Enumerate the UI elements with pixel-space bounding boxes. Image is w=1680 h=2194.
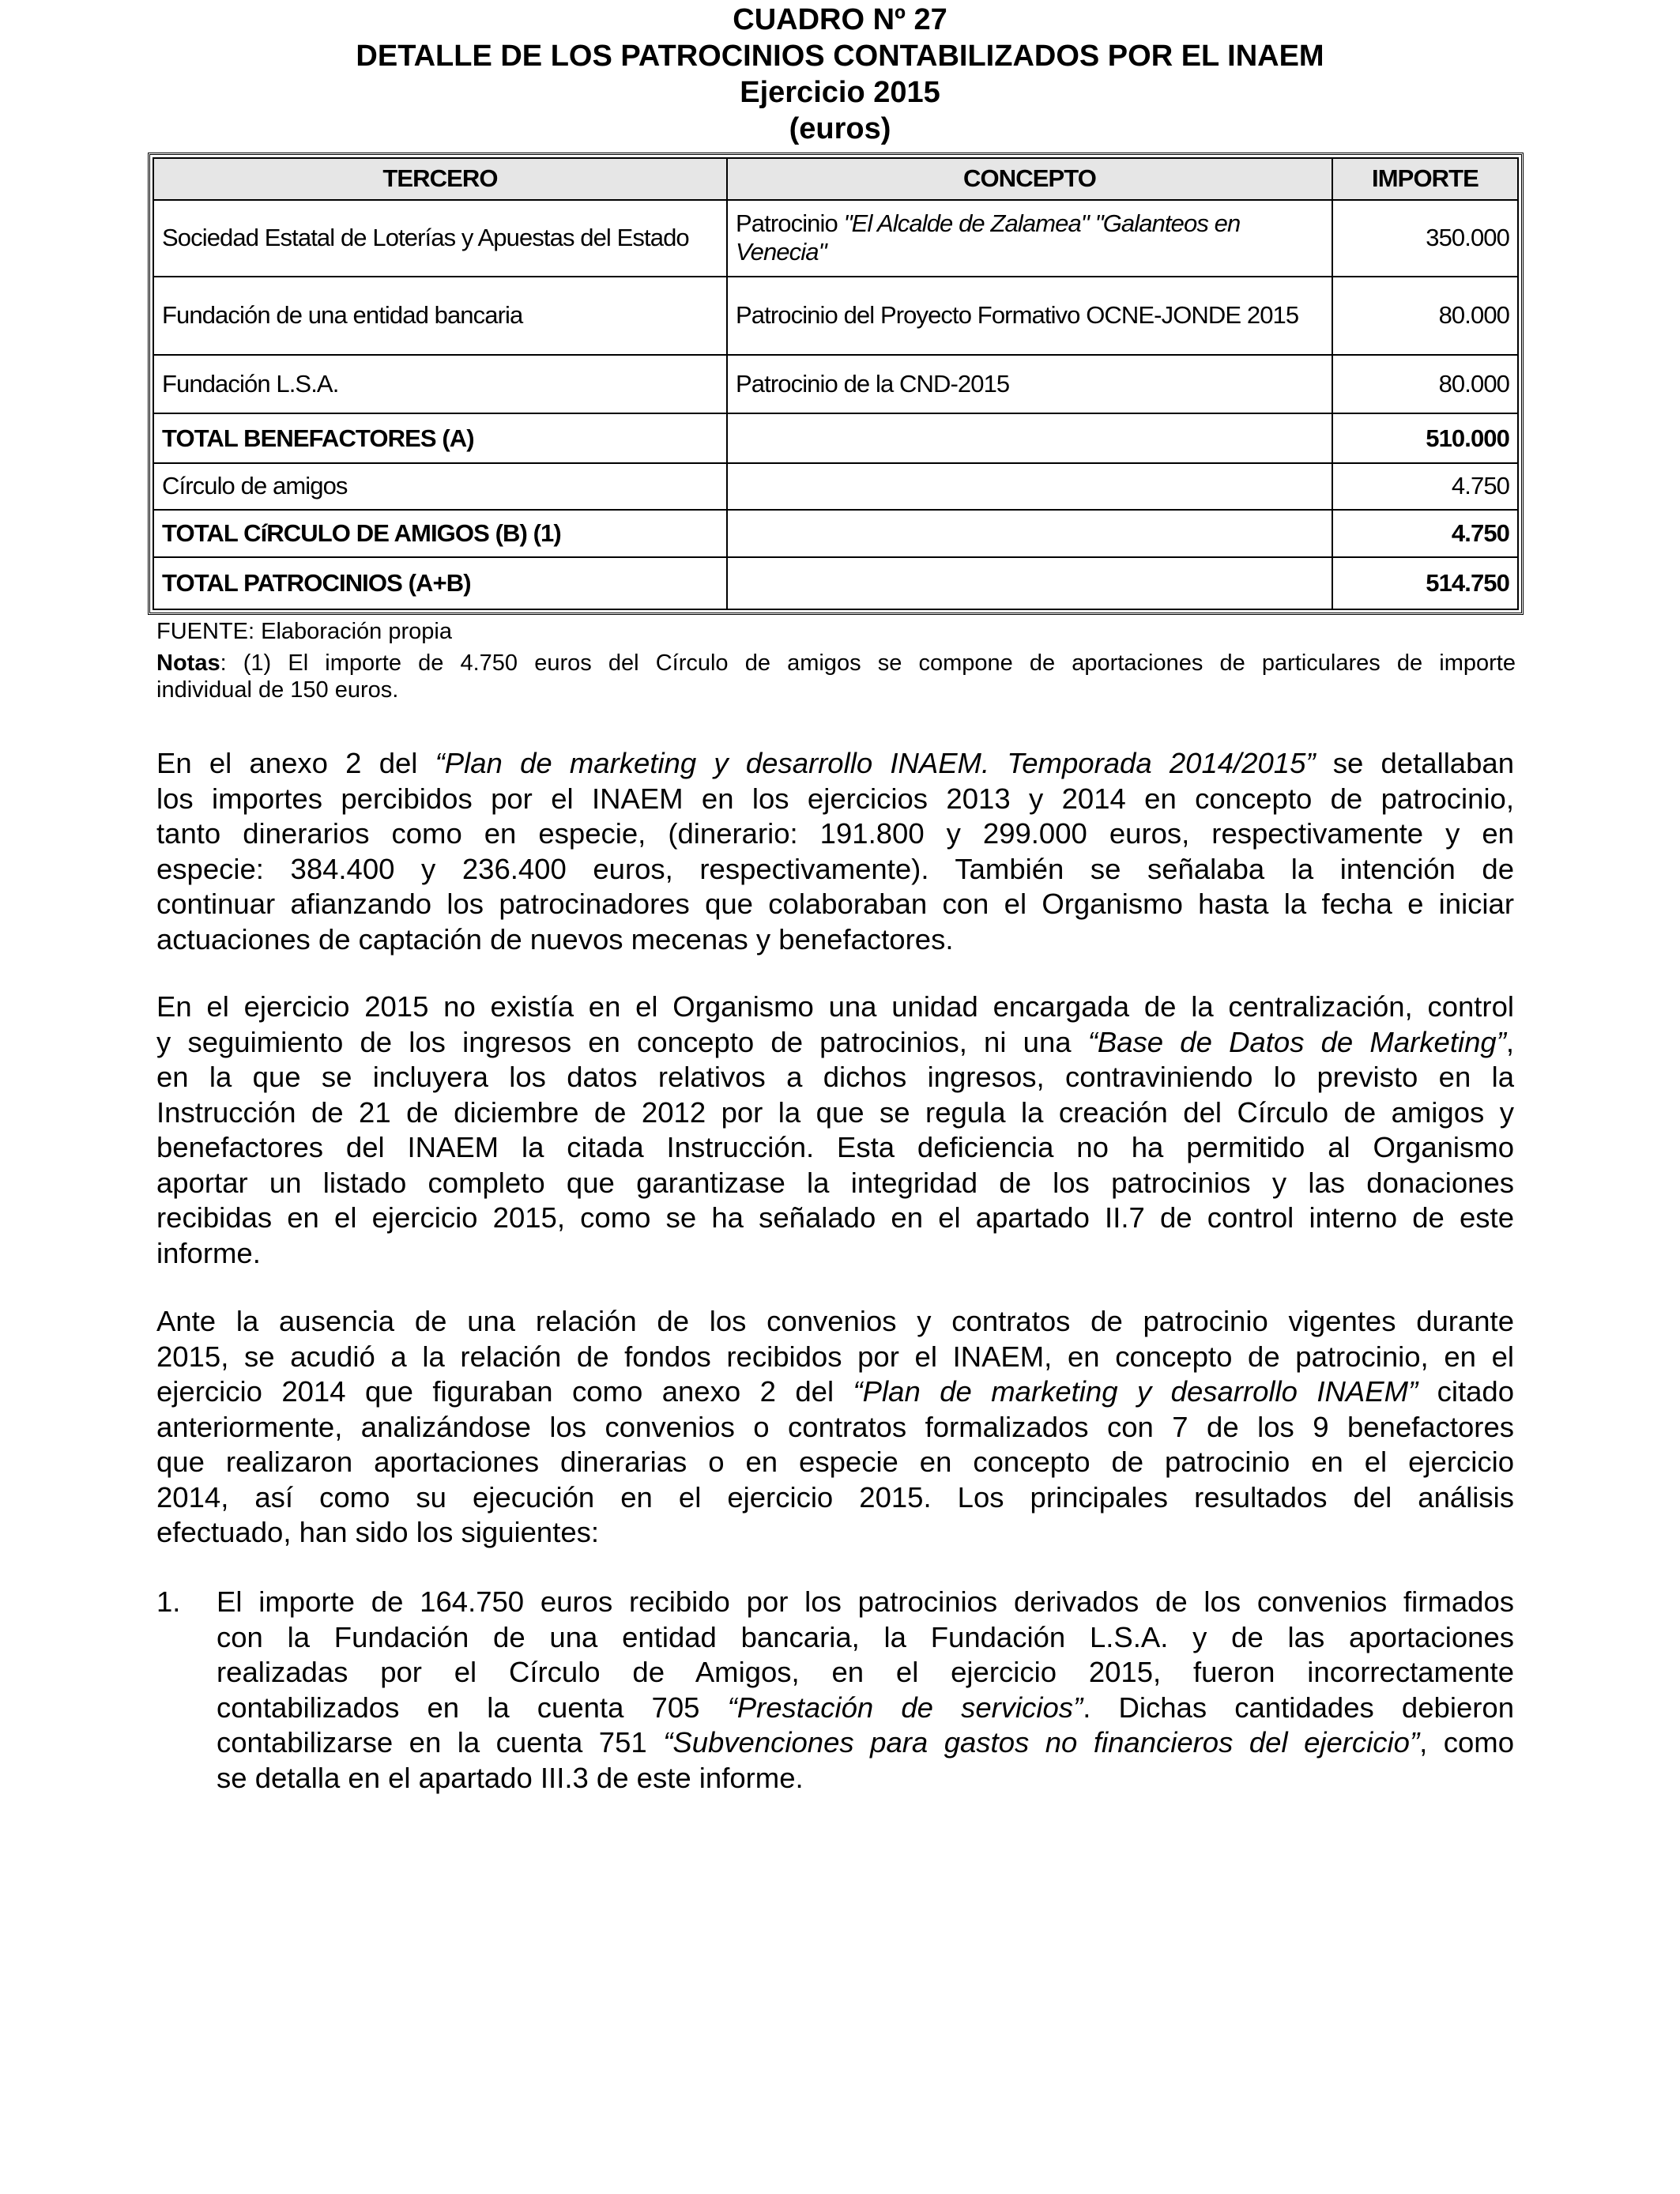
list-item-number: 1. <box>156 1585 181 1618</box>
cell-tercero: TOTAL PATROCINIOS (A+B) <box>153 557 727 609</box>
paragraph-line: benefactores del INAEM la citada Instrucción. Esta deficiencia no ha permitido al Organismo <box>156 1131 1514 1163</box>
paragraph-line: continuar afianzando los patrocinadores que colaboraban con el Organismo hasta la fecha e iniciar <box>156 888 1514 920</box>
cell-concepto <box>727 200 1332 277</box>
cell-importe: 350.000 <box>1332 200 1518 277</box>
table-header-row <box>153 158 1518 200</box>
cell-tercero: Fundación L.S.A. <box>153 355 727 414</box>
italic-title: “Plan de marketing y desarrollo INAEM. Temporada 2014/2015” <box>435 747 1316 779</box>
text-run: se detallaban <box>1315 747 1515 779</box>
paragraph-line <box>156 746 1514 782</box>
paragraph-line: El importe de 164.750 euros recibido por los patrocinios derivados de los convenios firmados <box>217 1585 1514 1618</box>
paragraph-line: En el ejercicio 2015 no existía en el Organismo una unidad encargada de la centralización, control <box>156 990 1514 1023</box>
header-concepto: CONCEPTO <box>727 158 1332 200</box>
paragraph-line: especie: 384.400 y 236.400 euros, respectivamente). También se señalaba la intención de <box>156 852 1514 885</box>
cell-importe: 4.750 <box>1332 463 1518 510</box>
paragraph-line: se detalla en el apartado III.3 de este informe. <box>217 1761 804 1794</box>
paragraph-line <box>217 1725 1514 1761</box>
table-row <box>153 355 1518 414</box>
cell-importe: 4.750 <box>1332 510 1518 558</box>
cell-concepto: Patrocinio de la CND-2015 <box>727 355 1332 414</box>
table-source: FUENTE: Elaboración propia <box>156 619 452 644</box>
paragraph-anexo-2 <box>156 746 1514 957</box>
cell-tercero: TOTAL CíRCULO DE AMIGOS (B) (1) <box>153 510 727 558</box>
text-run: En el anexo 2 del <box>156 747 435 779</box>
notes-line-1 <box>156 650 1516 677</box>
paragraph-line: tanto dinerarios como en especie, (dinerario: 191.800 y 299.000 euros, respectivamente y en <box>156 817 1514 850</box>
table-heading <box>0 2 1680 147</box>
header-importe: IMPORTE <box>1332 158 1518 200</box>
italic-title: “Base de Datos de Marketing” <box>1087 1025 1506 1058</box>
text-run: , <box>1505 1025 1514 1058</box>
table-row <box>153 200 1518 277</box>
cell-tercero: Fundación de una entidad bancaria <box>153 277 727 355</box>
concepto-prefix: Patrocinio <box>736 209 844 238</box>
paragraph-line: en la que se incluyera los datos relativos a dichos ingresos, contraviniendo lo previsto en la <box>156 1061 1514 1093</box>
table-row <box>153 277 1518 355</box>
paragraph-line: Ante la ausencia de una relación de los convenios y contratos de patrocinio vigentes durante <box>156 1305 1514 1337</box>
text-run: contabilizados en la cuenta 705 <box>217 1691 728 1724</box>
cell-tercero: TOTAL BENEFACTORES (A) <box>153 413 727 463</box>
sponsorship-table-frame <box>148 153 1524 615</box>
cell-importe: 514.750 <box>1332 557 1518 609</box>
notes-label: Notas <box>156 650 220 676</box>
cell-concepto <box>727 413 1332 463</box>
text-run: , como <box>1419 1726 1515 1759</box>
header-tercero: TERCERO <box>153 158 727 200</box>
paragraph-line: que realizaron aportaciones dinerarias o en especie en concepto de patrocinio en el ejercicio <box>156 1446 1514 1478</box>
cell-concepto <box>727 463 1332 510</box>
list-item-body <box>217 1585 1514 1796</box>
table-row <box>153 463 1518 510</box>
cell-importe: 510.000 <box>1332 413 1518 463</box>
cell-tercero: Círculo de amigos <box>153 463 727 510</box>
italic-title: “Prestación de servicios” <box>727 1691 1083 1724</box>
text-run: ejercicio 2014 que figuraban como anexo 2 del <box>156 1375 853 1408</box>
paragraph-line: 2015, se acudió a la relación de fondos recibidos por el INAEM, en concepto de patrocinio, en el <box>156 1340 1514 1373</box>
paragraph-line: Instrucción de 21 de diciembre de 2012 por la que se regula la creación del Círculo de amigos y <box>156 1095 1514 1129</box>
text-run: . Dichas cantidades debieron <box>1083 1691 1514 1724</box>
table-row-total-circulo <box>153 510 1518 558</box>
cell-concepto <box>727 510 1332 558</box>
heading-units: (euros) <box>789 112 891 145</box>
text-run: contabilizarse en la cuenta 751 <box>217 1726 664 1759</box>
cell-tercero: Sociedad Estatal de Loterías y Apuestas del Estado <box>153 200 727 277</box>
paragraph-line <box>217 1691 1514 1726</box>
paragraph-line: los importes percibidos por el INAEM en los ejercicios 2013 y 2014 en concepto de patrocinio, <box>156 782 1514 815</box>
paragraph-line: informe. <box>156 1236 261 1269</box>
notes-line-2: individual de 150 euros. <box>156 677 399 703</box>
heading-title: DETALLE DE LOS PATROCINIOS CONTABILIZADOS POR EL INAEM <box>356 40 1324 73</box>
paragraph-line: recibidas en el ejercicio 2015, como se ha señalado en el apartado II.7 de control interno de este <box>156 1201 1514 1234</box>
paragraph-line: 2014, así como su ejecución en el ejercicio 2015. Los principales resultados del análisis <box>156 1480 1514 1514</box>
cell-importe: 80.000 <box>1332 277 1518 355</box>
table-notes <box>156 650 1516 703</box>
text-run: y seguimiento de los ingresos en concepto de patrocinios, ni una <box>156 1025 1088 1058</box>
notes-text: : (1) El importe de 4.750 euros del Círculo de amigos se compone de aportaciones de particulares de importe <box>220 650 1516 676</box>
italic-title: “Plan de marketing y desarrollo INAEM” <box>853 1375 1418 1408</box>
table-row-total-patrocinios <box>153 557 1518 609</box>
paragraph-ausencia <box>156 1304 1514 1551</box>
heading-year: Ejercicio 2015 <box>740 76 940 109</box>
italic-title: “Subvenciones para gastos no financieros del ejercicio” <box>663 1726 1420 1759</box>
paragraph-line: actuaciones de captación de nuevos mecenas y benefactores. <box>156 922 954 956</box>
paragraph-line: anteriormente, analizándose los convenios o contratos formalizados con 7 de los 9 benefactores <box>156 1410 1514 1443</box>
table-row-total-benefactores <box>153 413 1518 463</box>
cell-concepto <box>727 557 1332 609</box>
paragraph-ejercicio-2015 <box>156 990 1514 1271</box>
paragraph-line: realizadas por el Círculo de Amigos, en el ejercicio 2015, fueron incorrectamente <box>217 1656 1514 1688</box>
sponsorship-table <box>153 157 1519 610</box>
paragraph-line: aportar un listado completo que garantizase la integridad de los patrocinios y las donaciones <box>156 1166 1514 1199</box>
list-item <box>156 1585 1514 1798</box>
cell-concepto: Patrocinio del Proyecto Formativo OCNE-JONDE 2015 <box>727 277 1332 355</box>
heading-cuadro-number: CUADRO Nº 27 <box>733 3 947 36</box>
paragraph-line: efectuado, han sido los siguientes: <box>156 1516 600 1548</box>
paragraph-line <box>156 1025 1514 1061</box>
text-run: citado <box>1418 1375 1514 1408</box>
cell-importe: 80.000 <box>1332 355 1518 414</box>
concepto-italic-titles: "El Alcalde de Zalamea" "Galanteos en Venecia" <box>736 209 1241 266</box>
paragraph-line <box>156 1374 1514 1410</box>
paragraph-line: con la Fundación de una entidad bancaria, la Fundación L.S.A. y de las aportaciones <box>217 1620 1514 1653</box>
